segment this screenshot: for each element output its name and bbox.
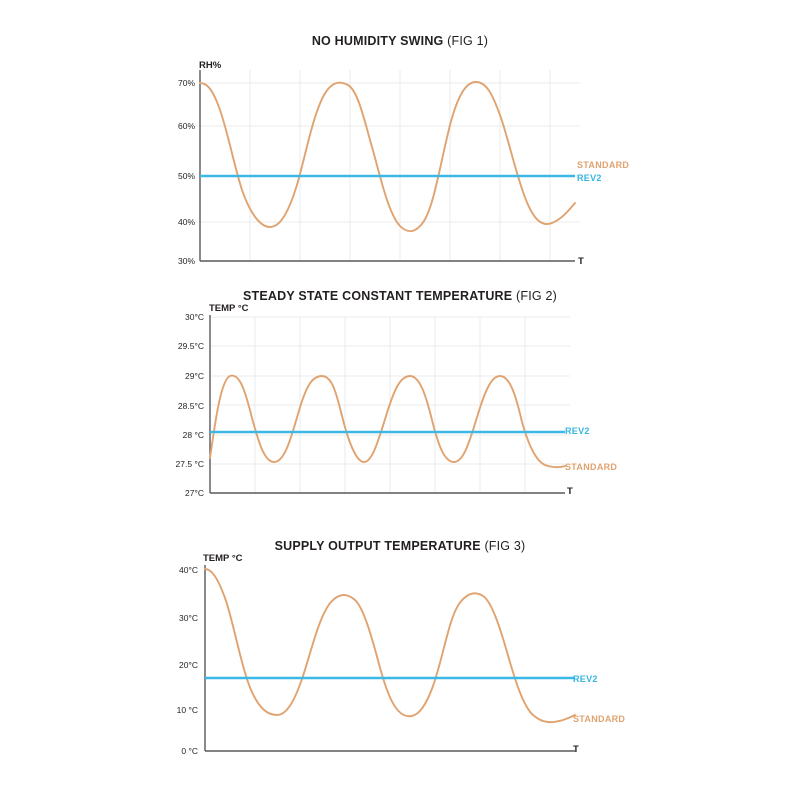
- figure-1-y-axis-unit: RH%: [199, 60, 222, 71]
- figure-3-title-text: SUPPLY OUTPUT TEMPERATURE: [274, 539, 481, 553]
- figure-3-axes: [205, 565, 575, 751]
- figure-2-label-standard: STANDARD: [565, 462, 618, 472]
- figure-2-ytick-3: 28.5°C: [177, 401, 204, 411]
- figure-2-plot: [200, 310, 580, 505]
- figure-2-label-rev2: REV2: [565, 426, 590, 436]
- figure-1-plot: [190, 55, 590, 270]
- figure-1-series-standard: [200, 82, 575, 231]
- figure-2-axes: [210, 315, 565, 493]
- figure-2-ytick-4: 28 °C: [182, 430, 204, 440]
- figure-2-x-axis-label: T: [567, 486, 573, 497]
- figure-3-y-axis-unit: TEMP °C: [203, 553, 243, 564]
- figure-3-ytick-0: 40°C: [179, 565, 198, 575]
- figure-no-humidity-swing: [0, 20, 800, 270]
- figure-1-ytick-2: 50%: [177, 171, 195, 181]
- figure-1-title-text: NO HUMIDITY SWING: [311, 34, 444, 48]
- figure-steady-state-constant-temperature: [0, 275, 800, 525]
- figure-3-plot: [195, 560, 585, 760]
- figure-1-title: [0, 34, 800, 48]
- figure-1-ytick-0: 70%: [177, 78, 195, 88]
- figure-1-axes: [200, 70, 575, 261]
- figure-2-y-axis-unit: TEMP °C: [209, 303, 249, 314]
- figure-3-ytick-2: 20°C: [179, 660, 198, 670]
- figure-3-ytick-4: 0 °C: [181, 746, 198, 756]
- figure-1-ytick-3: 40%: [177, 217, 195, 227]
- figure-1-gridlines: [200, 70, 580, 261]
- figure-2-ytick-5: 27.5 °C: [175, 459, 204, 469]
- figure-3-x-axis-label: T: [573, 744, 579, 755]
- figure-1-ytick-1: 60%: [177, 121, 195, 131]
- figure-1-ytick-4: 30%: [177, 256, 195, 266]
- figure-supply-output-temperature: [0, 525, 800, 780]
- figure-3-label-standard: STANDARD: [573, 714, 626, 724]
- figure-2-series-standard: [210, 376, 565, 468]
- figure-1-x-axis-label: T: [578, 256, 584, 267]
- figure-3-series-standard: [205, 569, 575, 722]
- figure-3-ytick-3: 10 °C: [176, 705, 198, 715]
- figure-1-label-rev2: REV2: [577, 173, 602, 183]
- figure-2-title-text: STEADY STATE CONSTANT TEMPERATURE: [242, 289, 513, 303]
- figure-2-title: [0, 289, 800, 303]
- figure-2-ytick-2: 29°C: [185, 371, 204, 381]
- figure-3-number: (FIG 3): [484, 539, 526, 553]
- figure-3-title: [0, 539, 800, 553]
- figure-2-ytick-0: 30°C: [185, 312, 204, 322]
- figure-1-label-standard: STANDARD: [577, 160, 630, 170]
- figure-2-ytick-6: 27°C: [185, 488, 204, 498]
- figure-1-number: (FIG 1): [447, 34, 489, 48]
- figure-2-ytick-1: 29.5°C: [177, 341, 204, 351]
- figure-3-ytick-1: 30°C: [179, 613, 198, 623]
- figure-3-label-rev2: REV2: [573, 674, 598, 684]
- figure-2-number: (FIG 2): [516, 289, 557, 303]
